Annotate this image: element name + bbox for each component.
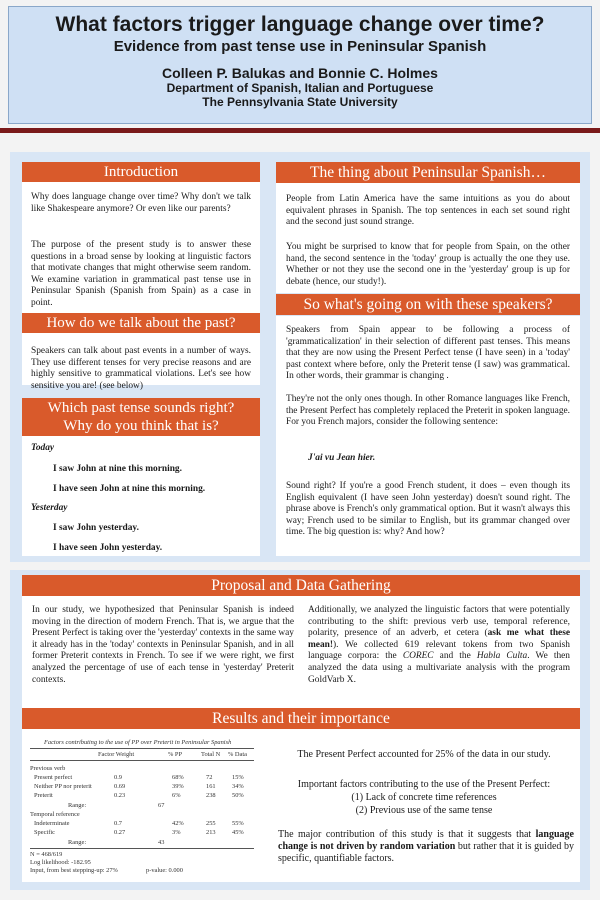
thing-heading: The thing about Peninsular Spanish…: [276, 162, 580, 183]
poster-header: [8, 6, 592, 124]
table-p-value: p-value: 0.000: [146, 867, 183, 874]
table-header-factor-weight: Factor Weight: [98, 751, 135, 758]
result-conclusion: The major contribution of this study is that it suggests that language change is not driven by random variation but rather that it is guided by specific, quantifiable factors.: [278, 829, 574, 864]
result-2: Important factors contributing to the use of the Present Perfect:: [297, 779, 551, 790]
corec-corpus: COREC: [402, 651, 434, 662]
past-paragraph: Speakers can talk about past events in a number of ways. They use different tenses for very precise reasons and are highly sensitive to grammatical violations. Let's see how sensitive you are! (see below): [31, 346, 251, 391]
poster-title: What factors trigger language change over time?: [55, 13, 545, 36]
proposal-right-paragraph: Additionally, we analyzed the linguistic factors that were potentially contributing to the shift: previous verb use, temporal reference, polarity, presence of an adverb, et cetera (ask me what these mean!). We collected 619 relevant tokens from two Spanish language corpora: the COREC and the Habla Culta. We then analyzed the data using a multivariate analysis with the program GoldVarb X.: [308, 605, 571, 685]
table-n: N = 468/619: [30, 851, 63, 858]
table-range-1: 67: [158, 802, 165, 809]
thing-paragraph-1: People from Latin America have the same intuitions as you do about equivalent phrases in Spanish. The top sentences in each set sound right and the second just sound strange.: [286, 194, 570, 228]
past-heading: How do we talk about the past?: [22, 313, 260, 333]
poster-subtitle: Evidence from past tense use in Peninsular Spanish: [113, 38, 487, 55]
sentence-yesterday-perfect: I have seen John yesterday.: [53, 543, 163, 553]
thing-paragraph-2: You might be surprised to know that for people from Spain, on the other hand, the second sentence in the 'today' group is actually the one they use. Whether or not they use the second one in the 'yesterday' group is up for debate (hence, our study!).: [286, 242, 570, 287]
table-group-previous-verb: Previous verb: [30, 765, 66, 772]
result-3: (1) Lack of concrete time references: [351, 792, 497, 803]
sentence-yesterday-preterit: I saw John yesterday.: [53, 523, 139, 533]
authors: Colleen P. Balukas and Bonnie C. Holmes: [162, 65, 438, 81]
table-header-total-n: Total N: [201, 751, 221, 758]
intro-paragraph-1: Why does language change over time? Why don't we talk like Shakespeare anymore? Or even like our parents?: [31, 192, 251, 214]
table-group-temporal-reference: Temporal reference: [30, 811, 80, 818]
speakers-heading: So what's going on with these speakers?: [276, 294, 580, 315]
proposal-heading: Proposal and Data Gathering: [22, 575, 580, 596]
french-example: J'ai vu Jean hier.: [308, 453, 376, 463]
university: The Pennsylvania State University: [202, 95, 398, 109]
result-1: The Present Perfect accounted for 25% of the data in our study.: [297, 749, 551, 760]
divider-band: [0, 128, 600, 133]
yesterday-label: Yesterday: [31, 503, 68, 513]
department: Department of Spanish, Italian and Portuguese: [166, 81, 434, 95]
table-range-2: 43: [158, 839, 165, 846]
result-4: (2) Previous use of the same tense: [355, 805, 493, 816]
results-heading: Results and their importance: [22, 708, 580, 729]
ask-me-emphasis: ask me what these mean!: [308, 628, 571, 650]
conclusion-emphasis: language change is not driven by random variation: [278, 829, 574, 852]
which-heading-line-2: Why do you think that is?: [63, 418, 219, 434]
which-heading-line-1: Which past tense sounds right?: [47, 400, 235, 416]
sentence-today-preterit: I saw John at nine this morning.: [53, 464, 182, 474]
proposal-left-paragraph: In our study, we hypothesized that Peninsular Spanish is indeed moving in the direction of modern French. That is, we argue that the Present Perfect is taking over the 'yesterday' contexts in the same way it already has in the 'today' contexts in Peninsular Spanish, and in all former Preterit contexts in French. To see if we were right, we first analyzed the percentage of use of each tense in 'yesterday' Preterit contexts.: [32, 605, 294, 685]
results-table: Factors contributing to the use of PP over Preterit in Peninsular Spanish Factor Weight % PP Total N % Data Previous verb Present perfect 0.9 68% 72 15% Neither PP nor preterit 0.69 39% 161 34% Preterit 0.23 6% 238 50% Range: 67 Temporal reference Indeterminate 0.7 42% 255 55% Specific 0.27 3% 213 45% Range: 43 N = 468/619 Log likelihood: -182.95 Input, from best stepping-up: 27% p-value: 0.000: [26, 733, 258, 879]
table-log-likelihood: Log likelihood: -182.95: [30, 859, 91, 866]
sentence-today-perfect: I have seen John at nine this morning.: [53, 484, 206, 494]
table-range-label-2: Range:: [68, 839, 87, 846]
today-label: Today: [31, 443, 55, 453]
speakers-paragraph-2: They're not the only ones though. In other Romance languages like French, the Present Perfect has completely replaced the Preterit in spoken language. For you French majors, consider the following sentence:: [286, 394, 571, 428]
habla-culta-corpus: Habla Culta: [476, 651, 528, 662]
table-header-pct-data: % Data: [228, 751, 247, 758]
table-header-pct-pp: % PP: [168, 751, 183, 758]
which-box: [22, 436, 260, 556]
speakers-paragraph-3: Sound right? If you're a good French student, it does – even though its English equivalent (I have seen John yesterday) doesn't sound right. The phrase above is French's only grammatical option. But it wasn't always this way; French used to be similar to English, but its grammar changed over time. The big question is: why? And how?: [286, 481, 570, 538]
speakers-paragraph-1: Speakers from Spain appear to be following a process of 'grammaticalization' in their selection of different past tenses. This means that they are now using the Present Perfect tense (I have seen) in a 'today' past context where before, only the Preterit tense (I saw) was grammatical. In other words, their grammar is changing .: [286, 325, 570, 382]
intro-paragraph-2: The purpose of the present study is to answer these questions in a broad sense by looking at linguistic factors that motivate changes that might otherwise seem random. We examine variation in grammatical past tense use in Peninsular Spanish (Spanish from Spain) as a case in point.: [31, 240, 251, 308]
which-heading: [22, 398, 260, 436]
intro-heading: Introduction: [22, 162, 260, 182]
table-range-label-1: Range:: [68, 802, 87, 809]
table-input: Input, from best stepping-up: 27%: [30, 867, 118, 874]
table-caption: Factors contributing to the use of PP over Preterit in Peninsular Spanish: [44, 739, 232, 746]
